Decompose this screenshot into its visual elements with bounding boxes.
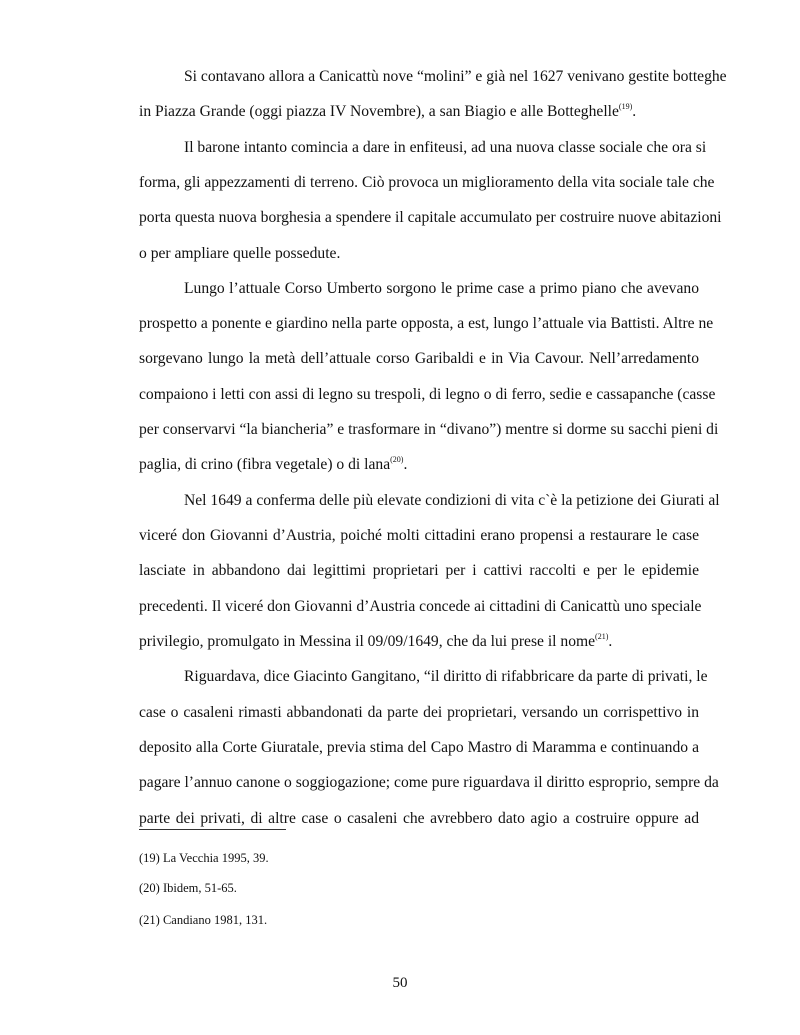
paragraph-3-line-1: Lungo l’attuale Corso Umberto sorgono le prime case a primo piano che avevano: [184, 280, 699, 297]
paragraph-4-line-5: [139, 629, 699, 654]
paragraph-3-line-6-text: paglia, di crino (fibra vegetale) o di lana: [139, 456, 391, 473]
paragraph-5-line-2: case o casaleni rimasti abbandonati da parte dei proprietari, versando un corrispettivo in: [139, 704, 699, 721]
paragraph-2-line-4: o per ampliare quelle possedute.: [139, 245, 341, 262]
paragraph-4-line-2: viceré don Giovanni d’Austria, poiché molti cittadini erano propensi a restaurare le case: [139, 527, 699, 544]
paragraph-3-end-punct: .: [403, 456, 408, 473]
paragraph-2-line-1: Il barone intanto comincia a dare in enfiteusi, ad una nuova classe sociale che ora si: [184, 139, 707, 156]
paragraph-5-line-5: parte dei privati, di altre case o casaleni che avrebbero dato agio a costruire oppure ad: [139, 810, 699, 827]
footnote-19: (19) La Vecchia 1995, 39.: [139, 851, 269, 865]
paragraph-3-line-3: sorgevano lungo la metà dell’attuale corso Garibaldi e in Via Cavour. Nell’arredamento: [139, 350, 699, 367]
footnote-21: (21) Candiano 1981, 131.: [139, 913, 268, 927]
paragraph-3-line-6: [139, 452, 699, 477]
paragraph-1-line-1: Si contavano allora a Canicattù nove “molini” e già nel 1627 venivano gestite botteghe: [184, 68, 727, 85]
paragraph-3-line-5: per conservarvi “la biancheria” e trasformare in “divano”) mentre si dorme su sacchi pieni di: [139, 421, 719, 438]
footnote-ref-19: (19): [618, 102, 633, 111]
paragraph-4-line-1: Nel 1649 a conferma delle più elevate condizioni di vita c`è la petizione dei Giurati al: [184, 492, 720, 509]
paragraph-3-line-2: prospetto a ponente e giardino nella parte opposta, a est, lungo l’attuale via Battisti. Altre ne: [139, 315, 714, 332]
paragraph-4-end-punct: .: [608, 633, 613, 650]
paragraph-5-line-1: Riguardava, dice Giacinto Gangitano, “il diritto di rifabbricare da parte di privati, le: [184, 668, 708, 685]
footnote-separator: [139, 829, 286, 830]
footnote-20: (20) Ibidem, 51-65.: [139, 881, 237, 895]
page-number: 50: [392, 975, 408, 991]
paragraph-1-line-2-text: in Piazza Grande (oggi piazza IV Novembre), a san Biagio e alle Botteghelle: [139, 103, 619, 120]
paragraph-4-line-3: lasciate in abbandono dai legittimi proprietari per i cattivi raccolti e per le epidemie: [139, 562, 699, 579]
paragraph-1-end-punct: .: [632, 103, 637, 120]
paragraph-4-line-4: precedenti. Il viceré don Giovanni d’Austria concede ai cittadini di Canicattù uno speciale: [139, 598, 702, 615]
paragraph-5-line-4: pagare l’annuo canone o soggiogazione; come pure riguardava il diritto esproprio, sempre da: [139, 774, 719, 791]
footnote-ref-20: (20): [390, 455, 404, 464]
paragraph-4-line-5-text: privilegio, promulgato in Messina il 09/09/1649, che da lui prese il nome: [139, 633, 596, 650]
footnote-ref-21: (21): [595, 632, 609, 641]
paragraph-2-line-2: forma, gli appezzamenti di terreno. Ciò provoca un miglioramento della vita sociale tale che: [139, 174, 715, 191]
paragraph-5-line-3: deposito alla Corte Giuratale, previa stima del Capo Mastro di Maramma e continuando a: [139, 739, 699, 756]
paragraph-3-line-4: compaiono i letti con assi di legno su trespoli, di legno o di ferro, sedie e cassapanche (casse: [139, 386, 716, 403]
paragraph-1-line-2: [139, 99, 699, 124]
paragraph-2-line-3: porta questa nuova borghesia a spendere il capitale accumulato per costruire nuove abitazioni: [139, 209, 722, 226]
